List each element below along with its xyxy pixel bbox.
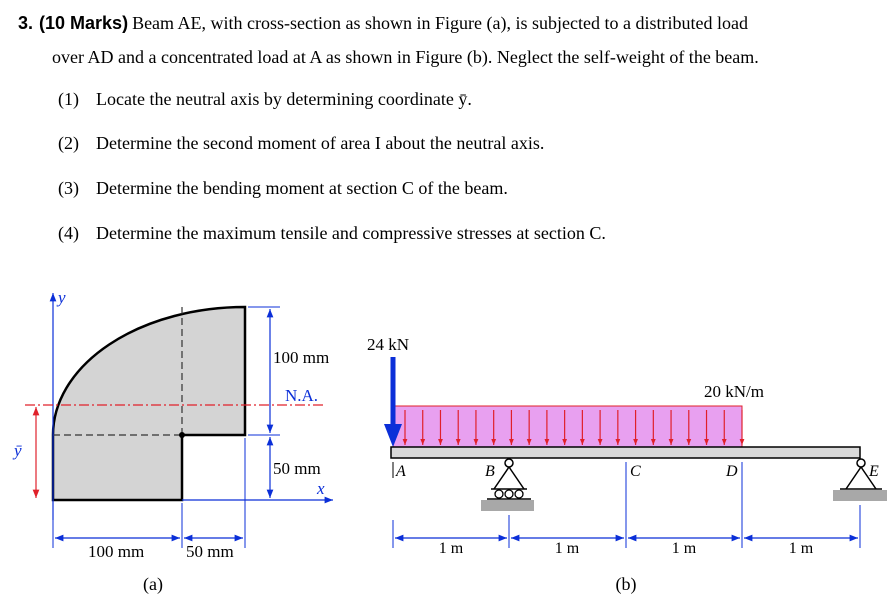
dim-top-label: 100 mm [273, 348, 330, 367]
support-e [833, 459, 887, 501]
corner-point [179, 432, 185, 438]
beam [391, 447, 860, 458]
part-1-text: Locate the neutral axis by determining coordinate ȳ. [96, 89, 472, 109]
dim-left-width-label: 100 mm [88, 542, 145, 561]
part-2-number: (2) [58, 133, 79, 153]
point-c-label: C [630, 463, 641, 480]
span-de-label: 1 m [788, 540, 814, 557]
point-d-label: D [726, 463, 738, 480]
part-4-number: (4) [58, 223, 79, 243]
cross-section-shape [53, 307, 245, 500]
span-cd-label: 1 m [671, 540, 697, 557]
part-3-text: Determine the bending moment at section C of the beam. [96, 178, 508, 198]
part-4-text: Determine the maximum tensile and compressive stresses at section C. [96, 223, 606, 243]
y-axis-label: y [58, 288, 66, 307]
point-load-label: 24 kN [367, 335, 410, 354]
question-line-2: over AD and a concentrated load at A as shown in Figure (b). Neglect the self-weight of the beam. [52, 47, 759, 67]
dim-bottom-label: 50 mm [273, 459, 321, 478]
point-b-label: B [485, 463, 495, 480]
part-2-text: Determine the second moment of area I about the neutral axis. [96, 133, 545, 153]
question-line-1: Beam AE, with cross-section as shown in Figure (a), is subjected to a distributed load [132, 13, 748, 33]
question-marks: (10 Marks) [39, 13, 129, 33]
point-a-label: A [396, 463, 406, 480]
part-1-number: (1) [58, 89, 79, 109]
neutral-axis-label: N.A. [285, 386, 319, 405]
question-number: 3. [18, 13, 34, 33]
point-e-label: E [869, 463, 879, 480]
distributed-load-block [393, 406, 742, 447]
span-bc-label: 1 m [554, 540, 580, 557]
distributed-load-label: 20 kN/m [704, 382, 764, 401]
figure-a [12, 288, 333, 595]
figure-b-caption: (b) [615, 574, 637, 594]
ybar-label: ȳ [14, 441, 22, 460]
figure-a-caption: (a) [143, 574, 163, 594]
span-ab-label: 1 m [438, 540, 464, 557]
x-axis-label: x [317, 479, 325, 498]
dim-right-width-label: 50 mm [186, 542, 234, 561]
figure-b [367, 335, 887, 595]
part-3-number: (3) [58, 178, 79, 198]
